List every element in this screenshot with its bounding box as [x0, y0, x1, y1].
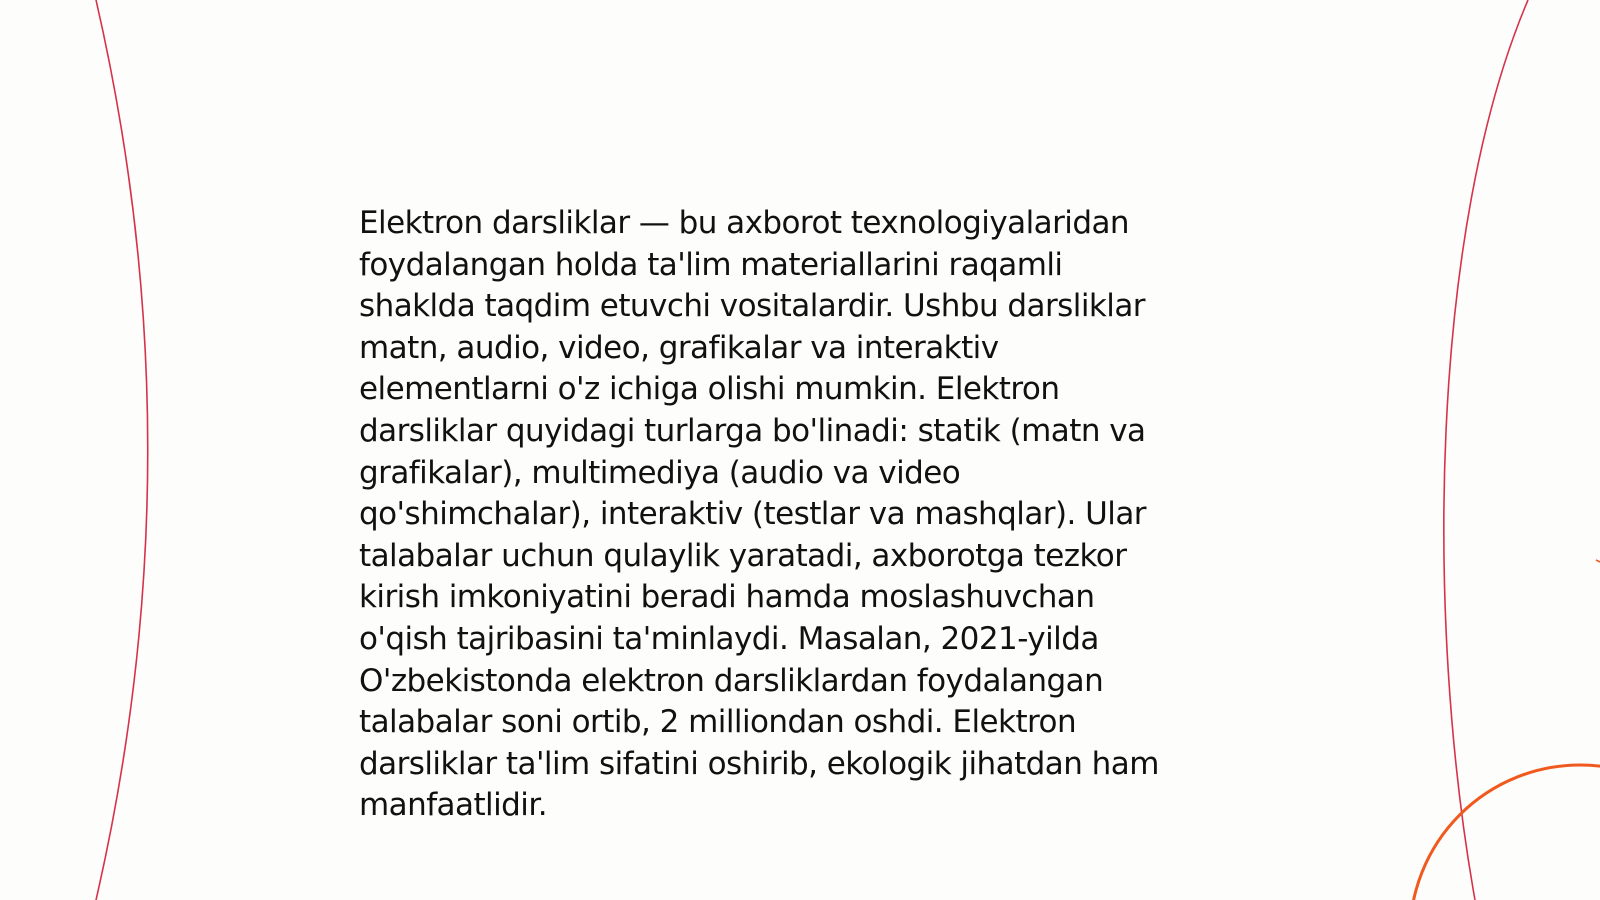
right-arc: [1444, 0, 1528, 900]
left-arc: [96, 0, 148, 900]
body-paragraph: Elektron darsliklar — bu axborot texnologiyalaridan foydalangan holda ta'lim materiallarini raqamli shaklda taqdim etuvchi vositalardir. Ushbu darsliklar matn, audio, video, grafikalar va interaktiv elementlarni o'z ichiga olishi mumkin. Elektron darsliklar quyidagi turlarga bo'linadi: statik (matn va grafikalar), multimediya (audio va video qo'shimchalar), interaktiv (testlar va mashqlar). Ular talabalar uchun qulaylik yaratadi, axborotga tezkor kirish imkoniyatini beradi hamda moslashuvchan o'qish tajribasini ta'minlaydi. Masalan, 2021-yilda O'zbekistonda elektron darsliklardan foydalangan talabalar soni ortib, 2 milliondan oshdi. Elektron darsliklar ta'lim sifatini oshirib, ekologik jihatdan ham manfaatlidir.: [359, 205, 1159, 824]
accent-circle: [1410, 765, 1600, 900]
right-tick-mark: [1596, 560, 1600, 562]
